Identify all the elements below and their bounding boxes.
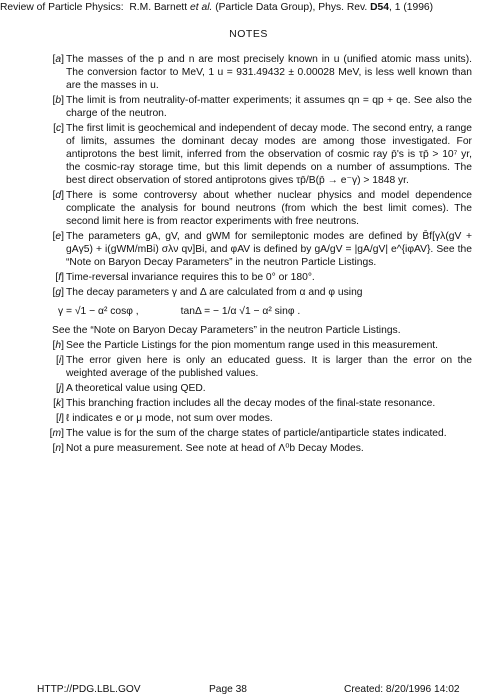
note-text: This branching fraction includes all the decay modes of the final-state resonance.	[66, 398, 436, 409]
gamma-formula: γ = √1 − α² cosφ ,	[58, 306, 139, 317]
note-label: b	[55, 95, 62, 106]
note-j: [j] A theoretical value using QED.	[40, 382, 472, 395]
running-header	[0, 1, 497, 14]
note-label: c	[55, 123, 62, 134]
note-text: See the Particle Listings for the pion momentum range used in this measurement.	[66, 340, 439, 351]
note-b: [b] The limit is from neutrality-of-matter experiments; it assumes qn = qp + qe. See also the charge of the neutron.	[52, 95, 472, 119]
note-c: [c] The first limit is geochemical and independent of decay mode. The second entry, a range of limits, assumes the dominant decay modes are among those investigated. For antiprotons the best limit, inferred from the observation of cosmic ray p̄'s is τp̄ > 10⁷ yr, the cosmic-ray storage time, but this limit depends on a number of assumptions. The best direct observation of stored antiprotons gives τp̄/B(p̄ → e⁻γ) > 1848 yr.	[53, 123, 472, 186]
footer-url[interactable]: HTTP://PDG.LBL.GOV	[37, 684, 141, 695]
note-m: [m] The value is for the sum of the charge states of particle/antiparticle states indicated.	[40, 427, 472, 440]
et-al: et al.	[190, 2, 213, 13]
issue: , 1 (1996)	[389, 2, 434, 13]
page-footer	[0, 683, 497, 696]
note-text: The masses of the p and n are most precisely known in u (unified atomic mass units). The conversion factor to MeV, 1 u = 931.49432 ± 0.00028 MeV, is less well known than are the masses in u.	[66, 54, 472, 91]
note-label: e	[55, 231, 62, 242]
note-h: [h] See the Particle Listings for the pion momentum range used in this measurement.	[40, 339, 472, 352]
note-label: d	[55, 190, 62, 201]
page-title: NOTES	[229, 28, 268, 40]
note-label: m	[52, 428, 62, 439]
note-text: The limit is from neutrality-of-matter experiments; it assumes qn = qp + qe. See also the charge of the neutron.	[66, 95, 472, 119]
note-label: k	[55, 398, 62, 409]
note-text: The error given here is only an educated guess. It is larger than the error on the weighted average of the published values.	[66, 355, 472, 379]
footer-page: Page 38	[209, 684, 247, 695]
note-text: A theoretical value using QED.	[66, 383, 206, 394]
volume: D54	[370, 2, 390, 13]
note-l: [l] ℓ indicates e or μ mode, not sum over modes.	[40, 412, 472, 425]
note-label: h	[55, 340, 62, 351]
note-text: The first limit is geochemical and independent of decay mode. The second entry, a range of limits, assumes the dominant decay modes are among those investigated. For antiprotons the best limit, inferred from the observation of cosmic ray p̄'s is τp̄ > 10⁷ yr, the cosmic-ray storage time, but this limit depends on a number of assumptions. The best direct observation of stored antiprotons gives τp̄/B(p̄ → e⁻γ) > 1848 yr.	[66, 123, 472, 186]
note-k: [k] This branching fraction includes all the decay modes of the final-state resonance.	[40, 397, 472, 410]
tan-delta-formula: tanΔ = − 1/α √1 − α² sinφ .	[180, 306, 301, 317]
note-text: Time-reversal invariance requires this to be 0° or 180°.	[66, 272, 315, 283]
note-label: j	[58, 383, 62, 394]
notes-list	[40, 53, 472, 457]
note-label: n	[55, 443, 62, 454]
note-text: The decay parameters γ and Δ are calculated from α and φ using	[66, 287, 363, 298]
note-i: [i] The error given here is only an educated guess. It is larger than the error on the weighted average of the published values.	[55, 355, 472, 379]
note-label: a	[55, 54, 62, 65]
note-g: [g] The decay parameters γ and Δ are calculated from α and φ using	[40, 286, 472, 299]
note-label: g	[55, 287, 62, 298]
note-text: The value is for the sum of the charge states of particle/antiparticle states indicated.	[66, 428, 447, 439]
group: (Particle Data Group), Phys. Rev.	[215, 2, 368, 13]
note-d: [d] There is some controversy about whether nuclear physics and model dependence complicate the analysis for bound neutrons (from which the best limit comes). The second limit here is from reactor experiments with free neutrons.	[52, 190, 472, 227]
journal-name: Review of Particle Physics:	[0, 2, 124, 13]
note-text: The parameters gA, gV, and gWM for semileptonic modes are defined by B̄f[γλ(gV + gAγ5) + i(gWM/mBi) σλν qν]Bi, and φAV is defined by gA/gV = |gA/gV| e^{iφAV}. See the “Note on Baryon Decay Parameters” in the neutron Particle Listings.	[66, 231, 472, 268]
footer-created: Created: 8/20/1996 14:02	[344, 684, 460, 695]
note-text: ℓ indicates e or μ mode, not sum over modes.	[66, 413, 273, 424]
note-g-continuation: See the “Note on Baryon Decay Parameters” in the neutron Particle Listings.	[52, 325, 401, 336]
note-a: [a] The masses of the p and n are most precisely known in u (unified atomic mass units). The conversion factor to MeV, 1 u = 931.49432 ± 0.00028 MeV, is less well known than are the masses in u.	[52, 54, 472, 91]
note-f: [f] Time-reversal invariance requires this to be 0° or 180°.	[40, 271, 472, 284]
note-label: f	[58, 272, 62, 283]
note-text: There is some controversy about whether nuclear physics and model dependence complicate the analysis for bound neutrons (from which the best limit comes). The second limit here is from reactor experiments with free neutrons.	[66, 190, 472, 227]
note-label: l	[58, 413, 62, 424]
note-n: [n] Not a pure measurement. See note at head of Λ⁰b Decay Modes.	[40, 442, 472, 455]
note-label: i	[58, 355, 62, 366]
note-text: Not a pure measurement. See note at head of Λ⁰b Decay Modes.	[66, 443, 364, 454]
authors: R.M. Barnett	[129, 2, 188, 13]
decay-parameter-formula	[40, 305, 472, 318]
note-e: [e] The parameters gA, gV, and gWM for semileptonic modes are defined by B̄f[γλ(gV + gAγ5) + i(gWM/mBi) σλν qν]Bi, and φAV is defined by gA/gV = |gA/gV| e^{iφAV}. See the “Note on Baryon Decay Parameters” in the neutron Particle Listings.	[52, 231, 472, 268]
